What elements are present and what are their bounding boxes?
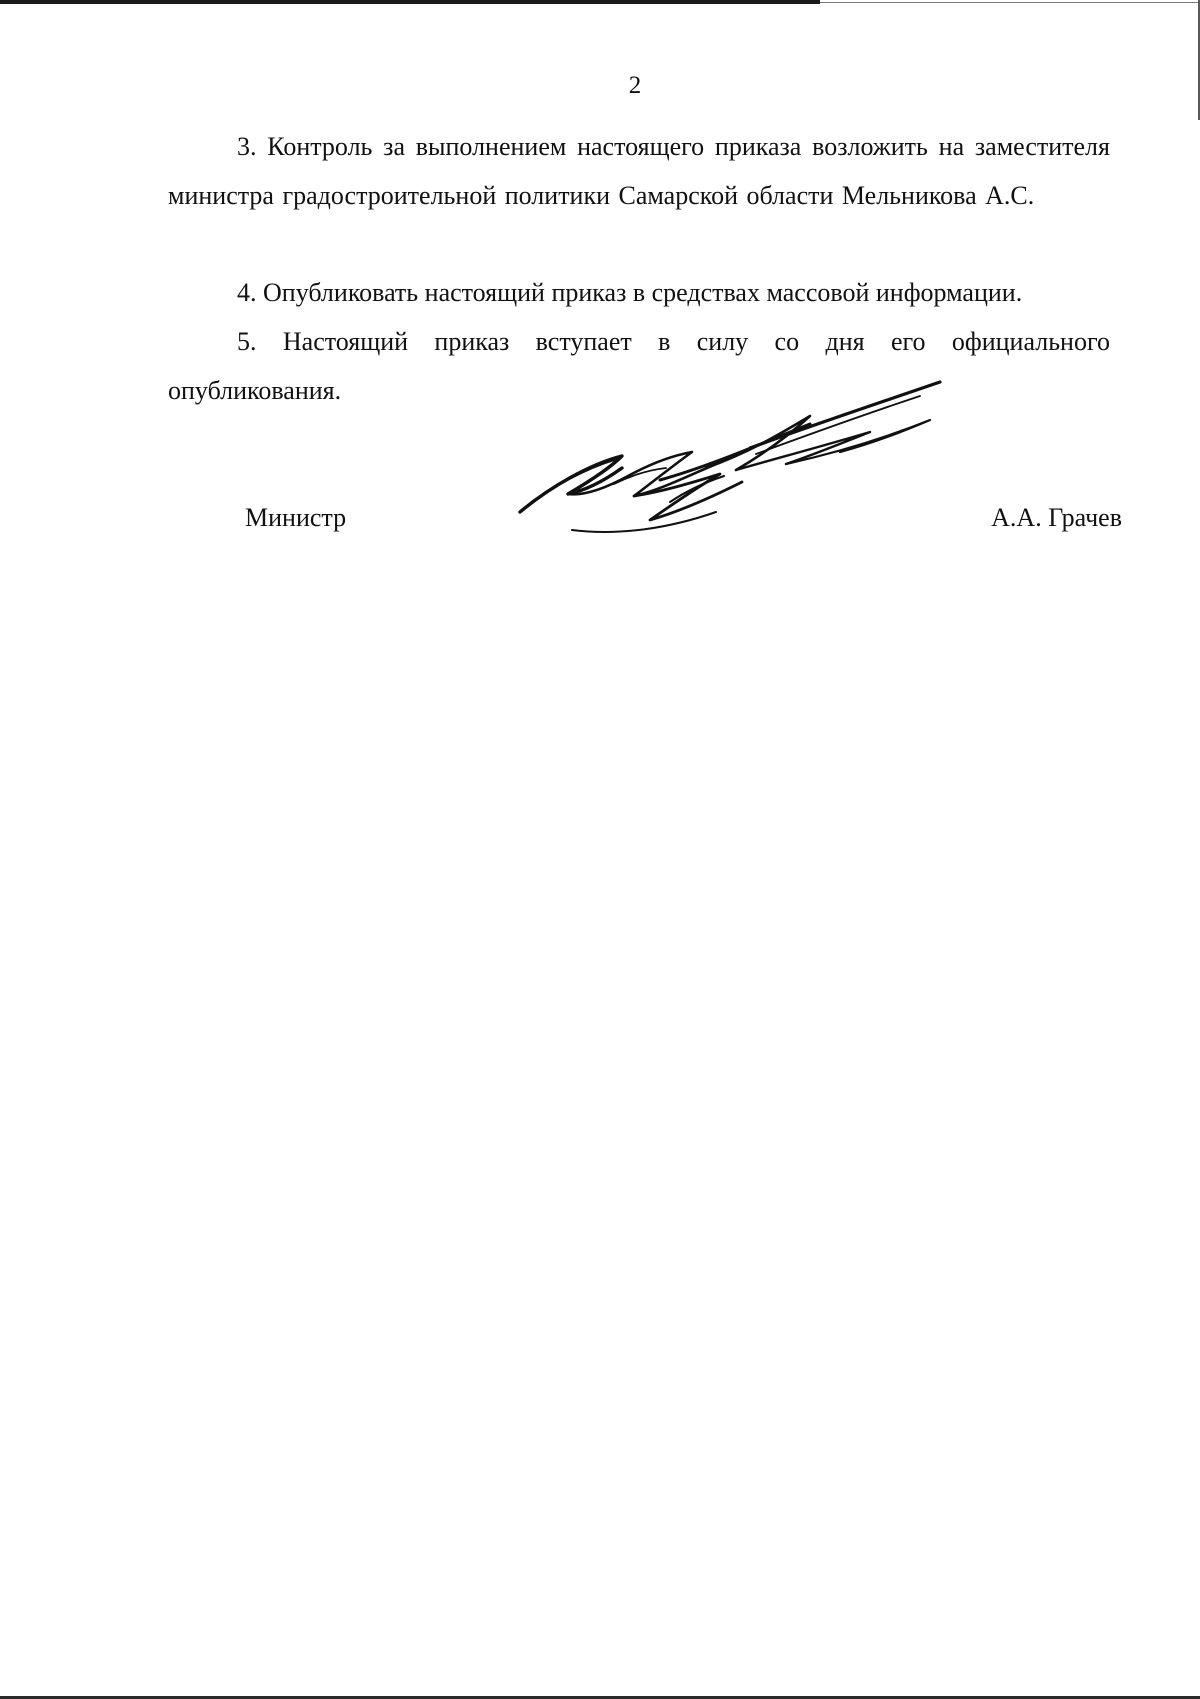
signatory-role: Министр [245, 503, 347, 532]
paragraph-5-text: 5. Настоящий приказ вступает в силу со дня его официального опубликования. [168, 327, 1110, 405]
paragraph-4-text: 4. Опубликовать настоящий приказ в средствах массовой информации. [237, 278, 1023, 307]
handwritten-signature [510, 372, 950, 547]
signatory-name: А.А. Грачев [991, 503, 1122, 532]
paragraph-3-text: 3. Контроль за выполнением настоящего приказа возложить на заместителя министра градостроительной политики Самарской области Мельникова А.С. [168, 132, 1110, 210]
scan-edge-top-thin [820, 2, 1200, 3]
page-number: 2 [628, 72, 642, 99]
scan-edge-top [0, 0, 820, 4]
paragraph-3 [168, 123, 1110, 220]
paragraph-4 [168, 269, 1110, 318]
